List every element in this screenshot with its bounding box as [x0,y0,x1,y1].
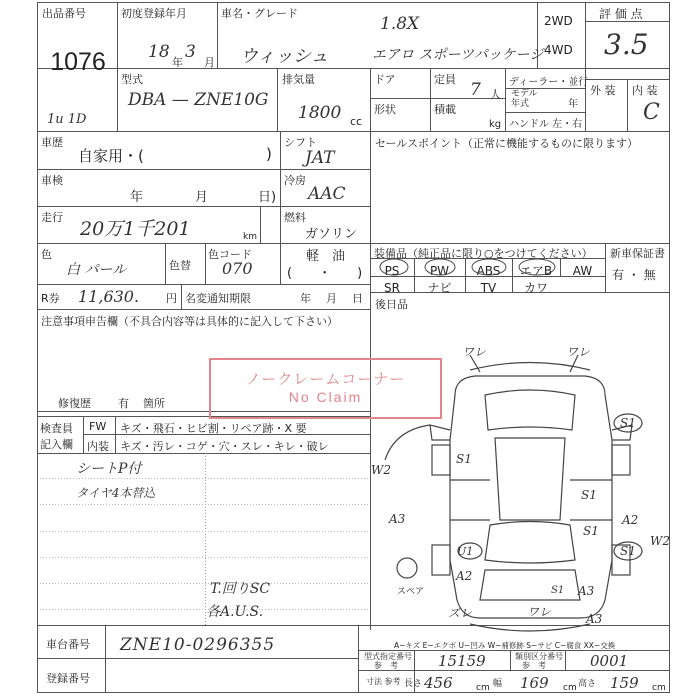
eq-abs: ABS [476,264,501,278]
model-label: 型式 [121,73,143,86]
nai-text: キズ・汚レ・コゲ・穴・スレ・キレ・破レ [120,440,329,453]
mark-a3-bottom: A3 [586,612,603,626]
ac-value: AAC [308,184,346,204]
mark-wa-3: ワレ [527,605,552,619]
fw-label: FW [89,420,107,433]
displacement-label: 排気量 [282,73,315,86]
capacity-label: 定員 [434,73,456,86]
handle-label: ハンドル 左・右 [509,119,583,130]
mark-a2-left: A2 [456,569,473,583]
recycle-value: 11,630. [78,287,140,306]
length-value: 456 [424,674,453,692]
mark-s1-c: S1 [583,524,599,538]
grade-score: 3.5 [604,28,649,61]
grade-detail-hw: エアロ スポーツパッケージ [372,47,544,63]
mark-wa-2: ワレ [566,345,591,359]
mark-wa-1: ワレ [462,345,487,359]
note-line3: T.回りSC [210,581,271,597]
shape-label: 形状 [374,103,396,116]
mark-s1-a: S1 [456,452,472,466]
eq-ps: PS [384,264,400,278]
mark-a3-rear: A3 [578,584,595,598]
ref-label: 寸法 参考 [366,677,401,686]
lot-number: 1076 [50,48,106,76]
shift-label: シフト [284,136,317,149]
inspection-label: 車検 [41,174,63,187]
class-value: 0001 [590,652,629,670]
color-label: 色 [41,248,52,261]
eq-navi: ナビ [427,281,452,295]
chassis-label: 車台番号 [46,638,90,651]
eq-airbag: エアB [519,264,553,278]
note-line4: 各A.U.S. [206,604,264,620]
car-name-label: 車名・グレード [221,7,298,20]
notes-label: 注意事項申告欄（不具合内容等は具体的に記入して下さい） [41,315,338,328]
interior-label: 内 装 [632,84,658,97]
mark-s1-d: S1 [620,416,636,430]
car-name-hw: ウィッシュ [240,46,329,67]
color-value: 白 パール [66,262,127,278]
equipment-title: 装備品（純正品に限り○をつけてください） [374,247,593,260]
usage-value: 自家用・( [78,147,144,165]
nai-label: 内装 [87,440,109,453]
grade-hw: 1.8X [380,14,420,34]
fuel-gas: ガソリン [305,227,358,242]
class-label: 類別区分番号 [515,652,563,661]
fuel-label: 燃料 [284,211,306,224]
eq-sr: SR [384,281,400,295]
color-code: 070 [222,259,253,278]
ac-label: 冷房 [284,174,306,187]
repair-value: 有 [118,397,129,410]
capacity-value: 7 [470,80,481,100]
recycle-label: R券 [41,292,60,305]
mark-u1: U1 [457,545,474,558]
mark-zure: ズレ [448,606,473,620]
first-reg-year: 18 [148,42,170,62]
interior-grade: C [643,100,660,125]
dealer-label: ディーラー・並行 [509,77,589,88]
mark-s1-e: S1 [620,544,636,558]
lot-label: 出品番号 [42,7,86,20]
reg-label: 登録番号 [46,672,90,685]
repair-label: 修復歴 [58,397,91,410]
width-value: 169 [520,674,549,692]
type-approval-label: 型式指定番号 [364,652,412,661]
inspector-label: 検査員 [40,422,73,435]
eq-tv: TV [480,281,497,295]
note-line2: タイヤ4本替込 [76,486,156,500]
eq-aw: AW [572,264,593,278]
door-label: ドア [374,73,396,86]
mileage-value: 20万1千201 [80,218,191,240]
warranty-value: 有 ・ 無 [612,268,656,282]
repair-loc: 箇所 [143,397,165,410]
drive-4wd: 4WD [544,43,573,57]
type-approval: 15159 [438,652,486,670]
mark-s1-b: S1 [581,488,597,502]
usage-label: 車歴 [41,136,63,149]
no-claim-stamp: ノークレームコーナー No Claim [209,358,442,419]
color-code-label: 色コード [208,248,252,261]
warranty-label: 新車保証書 [610,247,665,260]
grade-label: 評 価 点 [599,7,643,21]
model-code: DBA — ZNE10G [128,90,269,110]
spare-label: スペア [397,587,425,597]
height-value: 159 [610,674,639,692]
lot-hw-note: 1u 1D [47,112,87,127]
exterior-label: 外 装 [590,84,616,97]
load-label: 積載 [434,103,456,116]
name-change-label: 名変通知期限 [185,292,251,305]
fw-text: キズ・飛石・ヒビ割・リペア跡・X 要 [120,422,307,435]
model-year-label: モデル 年式 [511,89,538,109]
rear-label: 後日品 [375,298,408,311]
sales-point-label: セールスポイント（正常に機能するものに限ります） [375,137,639,150]
mileage-label: 走行 [41,211,63,224]
eq-leather: カワ [523,281,548,295]
drive-2wd: 2WD [544,14,573,28]
fuel-diesel: 軽 油 [306,249,346,264]
mark-a2-right: A2 [622,513,639,527]
damage-legend: A−キズ E−エクボ U−凹み W−補修跡 S−サビ C−腐食 XX−交換 [394,641,616,650]
mark-w2-right: W2 [650,534,670,548]
first-reg-label: 初度登録年月 [121,7,187,20]
chassis-value: ZNE10-0296355 [120,635,276,655]
displacement-value: 1800 [298,103,342,123]
mark-a3-left: A3 [389,512,406,526]
color-change-label: 色替 [169,259,191,272]
eq-pw: PW [429,264,450,278]
note-line1: シートP付 [76,461,142,477]
mark-w2-left: W2 [371,463,391,477]
first-reg-month: 3 [185,42,196,62]
shift-value: JAT [305,148,335,168]
mark-s1-f: S1 [551,585,565,596]
